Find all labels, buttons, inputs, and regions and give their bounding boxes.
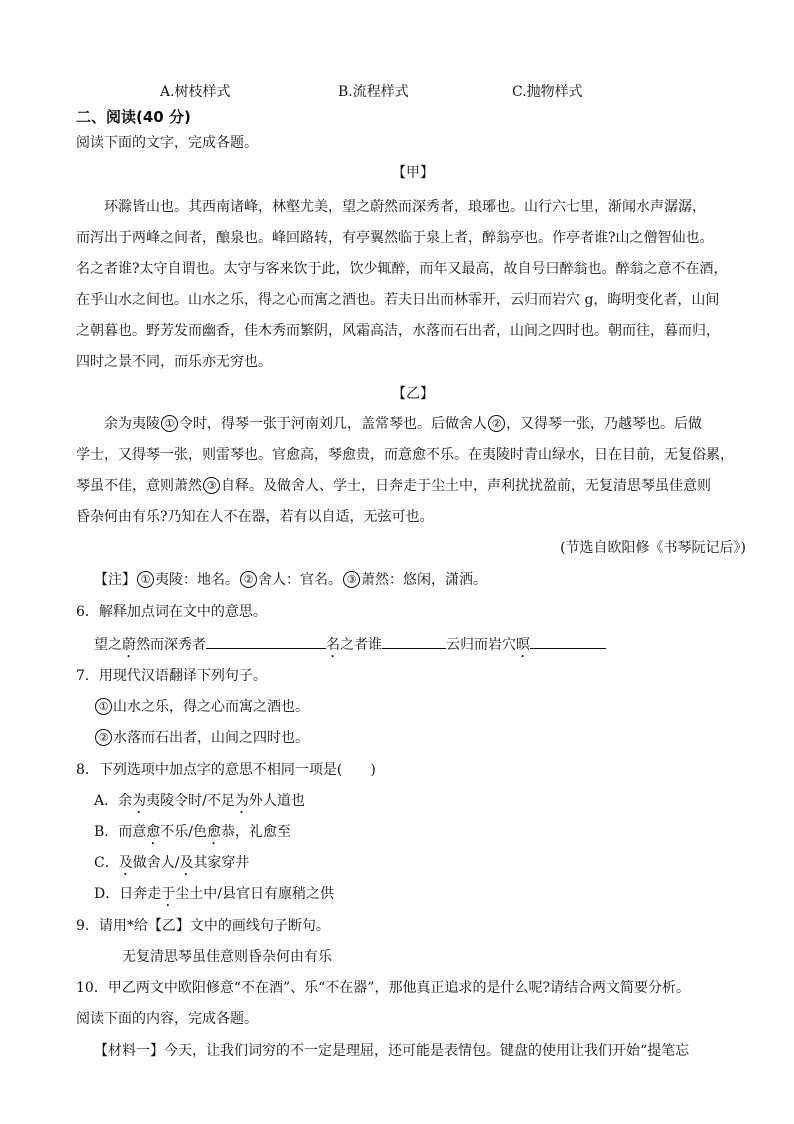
jia-line-1: 环滁皆山也。其西南诸峰，林壑尤美，望之蔚然而深秀者，琅琊也。山行六七里，渐闻水声潺潺， xyxy=(104,199,706,215)
q8-option-d: D．日奔走于尘土中/县官日有廪稍之供 xyxy=(94,886,334,902)
question-9: 9．请用*给【乙】文中的画线句子断句。 xyxy=(76,918,330,934)
jia-line-4: 在乎山水之间也。山水之乐，得之心而寓之酒也。若夫日出而林霏开，云归而岩穴 g，晦明变化者，山间 xyxy=(76,292,720,308)
question-6: 6．解释加点词在文中的意思。 xyxy=(76,604,267,620)
reading-intro-2: 阅读下面的内容，完成各题。 xyxy=(76,1011,258,1027)
material-1: 【材料一】今天，让我们词穷的不一定是理屈，还可能是表情包。键盘的使用让我们开始“提笔忘 xyxy=(94,1043,690,1059)
question-9-sentence: 无复清思琴虽佳意则昏杂何由有乐 xyxy=(122,949,332,965)
q8-option-b: B．而意愈不乐/色愈恭，礼愈至 xyxy=(94,824,292,840)
question-7-s1: ① 山水之乐，得之心而寓之酒也。 xyxy=(94,697,309,717)
option-b: B.流程样式 xyxy=(338,84,409,100)
jia-line-3: 名之者谁?太守自谓也。太守与客来饮于此，饮少辄醉，而年又最高，故自号曰醉翁也。醉翁之意不在酒， xyxy=(76,261,728,277)
yi-line-1: 余为夷陵 ① 令时，得琴一张于河南刘几，盖常琴也。后做舍人 ② ，又得琴一张，乃越琴也。后做 xyxy=(104,416,702,432)
q8-option-c: C．及做舍人/及其家穿井 xyxy=(94,855,250,871)
yi-line-4: 昏杂何由有乐?乃知在人不在器，若有以自适，无弦可也。 xyxy=(76,509,434,525)
yi-heading: 【乙】 xyxy=(392,386,434,402)
option-c: C.抛物样式 xyxy=(512,84,583,100)
q8-option-a: A．余为夷陵令时/不足为外人道也 xyxy=(94,793,305,809)
section-title: 二、阅读(40 分) xyxy=(76,108,191,126)
jia-line-5: 之朝暮也。野芳发而幽香，佳木秀而繁阴，风霜高洁，水落而石出者，山间之四时也。朝而往，暮而归， xyxy=(76,323,720,339)
option-a: A.树枝样式 xyxy=(160,84,231,100)
jia-line-6: 四时之景不同，而乐亦无穷也。 xyxy=(76,354,272,370)
note: 【注】 ① 夷陵：地名。 ② 舍人：官名。 ③ 萧然：悠闲，潇洒。 xyxy=(94,572,487,588)
answer-blank[interactable] xyxy=(206,634,326,649)
answer-blank[interactable] xyxy=(382,634,446,649)
yi-line-2: 学士，又得琴一张，则雷琴也。官愈高，琴愈贵，而意愈不乐。在夷陵时青山绿水，日在目前，无复俗累， xyxy=(76,447,734,463)
question-7: 7．用现代汉语翻译下列句子。 xyxy=(76,668,267,684)
question-6-items: 望之蔚然而深秀者 名之者谁 云归而岩穴暝 xyxy=(94,634,606,661)
jia-line-2: 而泻出于两峰之间者，酿泉也。峰回路转，有亭翼然临于泉上者，醉翁亭也。作亭者谁?山之僧智仙也。 xyxy=(76,230,714,246)
question-10: 10．甲乙两文中欧阳修意“不在酒”、乐“不在器”，那他真正追求的是什么呢?请结合两文简要分析。 xyxy=(76,980,690,996)
jia-heading: 【甲】 xyxy=(392,165,434,181)
question-8: 8．下列选项中加点字的意思不相同一项是( ) xyxy=(76,762,376,778)
question-7-s2: ② 水落而石出者，山间之四时也。 xyxy=(94,728,309,748)
yi-source: (节选自欧阳修《书琴阮记后》) xyxy=(560,540,746,556)
answer-blank[interactable] xyxy=(530,634,606,649)
yi-line-3: 琴虽不佳，意则萧然 ③ 自释。及做舍人、学士，日奔走于尘土中，声利扰扰盈前，无复清思琴虽佳意则 xyxy=(76,478,711,494)
reading-intro: 阅读下面的文字，完成各题。 xyxy=(76,135,258,151)
